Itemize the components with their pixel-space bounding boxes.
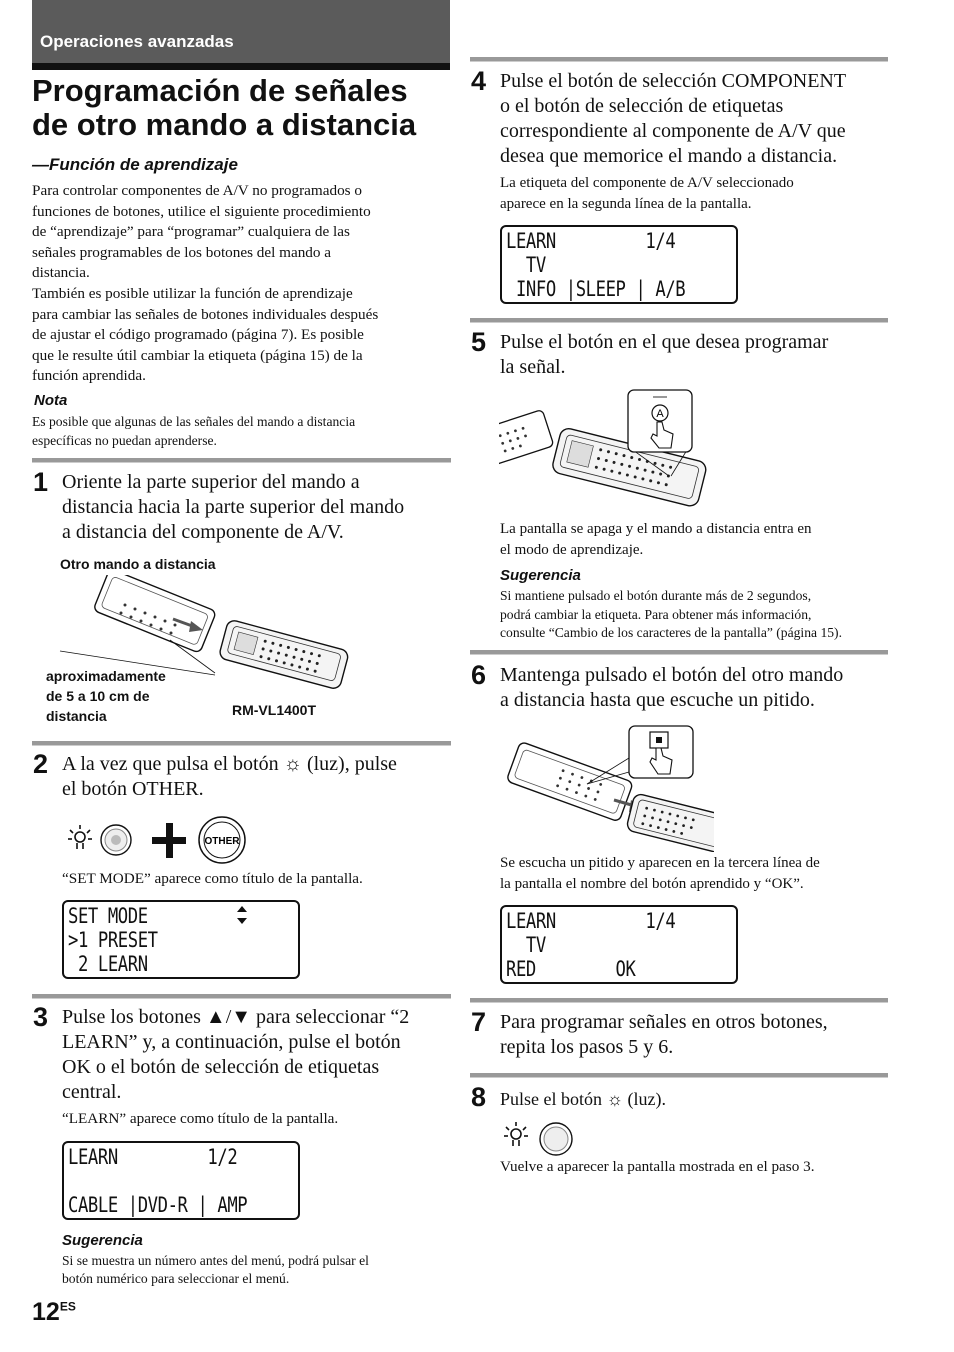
- step-divider: [470, 998, 888, 1002]
- text-line: Es posible que algunas de las señales del mando a distancia: [32, 414, 356, 429]
- text-line: la pantalla el nombre del botón aprendido y “OK”.: [500, 875, 804, 892]
- text-line: distancia: [46, 708, 107, 724]
- text-line: OK o el botón de selección de etiquetas: [62, 1056, 380, 1078]
- text-line: funciones de botones, utilice el siguiente procedimiento: [32, 202, 371, 220]
- step-number: 2: [33, 749, 49, 779]
- step-number: 5: [471, 327, 487, 357]
- text-line: Para programar señales en otros botones,: [500, 1011, 828, 1033]
- lcd-screen-learn-2: [500, 225, 738, 304]
- text-line: Oriente la parte superior del mando a: [62, 471, 360, 493]
- page-title: Programación de señales de otro mando a distancia: [32, 73, 417, 142]
- text-line: distancia.: [32, 264, 90, 282]
- text-line: Para controlar componentes de A/V no programados o: [32, 182, 362, 199]
- text-line: el botón OTHER.: [62, 778, 204, 800]
- text-line: el modo de aprendizaje.: [500, 541, 644, 558]
- note-text: [32, 412, 452, 450]
- lcd-line: SET MODE: [68, 904, 148, 928]
- page-number: [32, 1298, 76, 1327]
- tip-heading: Sugerencia: [500, 567, 581, 584]
- step-6-text: [500, 663, 892, 713]
- text-line: Pulse los botones ▲/▼ para seleccionar “2: [62, 1006, 410, 1028]
- lcd-line: CABLE |DVD-R | AMP: [68, 1193, 248, 1217]
- step-7-text: [500, 1010, 892, 1060]
- lcd-line: LEARN 1/4: [506, 229, 676, 253]
- lcd-line: INFO |SLEEP | A/B: [506, 277, 686, 301]
- lcd-line: >1 PRESET: [68, 928, 158, 952]
- distance-caption: [46, 666, 166, 726]
- text-line: Pulse el botón ☼ (luz).: [500, 1089, 666, 1109]
- text-line: aparece en la segunda línea de la pantalla.: [500, 195, 752, 212]
- lcd-line: LEARN 1/2: [68, 1145, 238, 1169]
- step-4-text: [500, 69, 892, 169]
- lcd-line: LEARN 1/4: [506, 909, 676, 933]
- step-divider: [32, 458, 451, 462]
- lcd-screen-set-mode: [62, 900, 300, 979]
- tip-heading: Sugerencia: [62, 1232, 143, 1249]
- text-line: Se escucha un pitido y aparecen en la tercera línea de: [500, 855, 820, 871]
- text-line: La pantalla se apaga y el mando a distancia entra en: [500, 521, 812, 537]
- text-line: señales programables de los botones del mando a: [32, 243, 332, 261]
- tip-text: [500, 587, 895, 643]
- lcd-line: 2 LEARN: [68, 952, 148, 976]
- step-divider: [32, 741, 451, 745]
- button-a-label: A: [656, 408, 664, 420]
- text-line: Si mantiene pulsado el botón durante más de 2 segundos,: [500, 588, 812, 603]
- text-line: función aprendida.: [32, 367, 146, 385]
- lcd-screen-learn-1: [62, 1141, 300, 1220]
- step-number: 1: [33, 467, 49, 497]
- text-line: a distancia del componente de A/V.: [62, 521, 344, 543]
- step-3-text: [62, 1005, 454, 1105]
- text-line: A la vez que pulsa el botón ☼ (luz), pulse: [62, 753, 397, 775]
- step-1-text: [62, 470, 454, 545]
- text-line: de ajustar el código programado (página 7). Es posible: [32, 326, 364, 344]
- text-line: de 5 a 10 cm de: [46, 688, 150, 704]
- section-header: Operaciones avanzadas: [40, 32, 234, 51]
- light-icon: [504, 1122, 528, 1146]
- lcd-line: TV: [506, 253, 546, 277]
- text-line: la señal.: [500, 356, 566, 378]
- intro-paragraph-2: [32, 284, 452, 387]
- text-line: También es posible utilizar la función de aprendizaje: [32, 285, 353, 302]
- text-line: LEARN” y, a continuación, pulse el botón: [62, 1031, 401, 1053]
- step-number: 4: [471, 66, 487, 96]
- step-number: 3: [33, 1002, 49, 1032]
- page-number-value: 12: [32, 1298, 60, 1326]
- step-2-note: “SET MODE” aparece como título de la pantalla.: [62, 870, 363, 887]
- step-6-note: [500, 853, 890, 894]
- step-divider: [470, 318, 888, 322]
- step-divider: [470, 57, 888, 61]
- step-3-note: “LEARN” aparece como título de la pantalla.: [62, 1110, 339, 1127]
- step-8-text: [500, 1087, 892, 1112]
- lcd-line: TV: [506, 933, 546, 957]
- model-caption: RM-VL1400T: [232, 702, 317, 718]
- light-icon: [68, 825, 92, 849]
- step-2-text: [62, 752, 454, 802]
- text-line: específicas no puedan aprenderse.: [32, 433, 217, 448]
- other-button-label: OTHER: [204, 836, 240, 847]
- text-line: central.: [62, 1081, 122, 1103]
- press-button-illustration: [499, 388, 714, 513]
- text-line: Pulse el botón de selección COMPONENT: [500, 70, 847, 92]
- step-number: 6: [471, 660, 487, 690]
- light-button-illustration: [500, 1118, 580, 1160]
- step-8-note: Vuelve a aparecer la pantalla mostrada en el paso 3.: [500, 1158, 815, 1175]
- text-line: consulte “Cambio de los caracteres de la pantalla” (página 15).: [500, 625, 842, 640]
- light-plus-other-illustration: [62, 813, 252, 869]
- lcd-line: RED OK: [506, 957, 636, 981]
- step-4-note: [500, 173, 890, 214]
- step-number: 8: [471, 1082, 487, 1112]
- text-line: o el botón de selección de etiquetas: [500, 95, 784, 117]
- step-5-text: [500, 330, 892, 380]
- page-subtitle: —Función de aprendizaje: [32, 155, 238, 174]
- text-line: distancia hacia la parte superior del mando: [62, 496, 405, 518]
- step-divider: [470, 1073, 888, 1077]
- step-5-note: [500, 519, 890, 560]
- step-number: 7: [471, 1007, 487, 1037]
- up-down-icon: [236, 905, 248, 925]
- step-divider: [470, 650, 888, 654]
- page-number-suffix: ES: [59, 1299, 76, 1314]
- text-line: aproximadamente: [46, 668, 166, 684]
- text-line: repita los pasos 5 y 6.: [500, 1036, 674, 1058]
- text-line: correspondiente al componente de A/V que: [500, 120, 846, 142]
- hold-button-illustration: [499, 722, 714, 852]
- lcd-screen-learn-3: [500, 905, 738, 984]
- step-divider: [32, 994, 451, 998]
- text-line: Si se muestra un número antes del menú, podrá pulsar el: [62, 1253, 369, 1268]
- text-line: para cambiar las señales de botones individuales después: [32, 305, 379, 323]
- note-heading: Nota: [34, 392, 68, 409]
- figure-caption: Otro mando a distancia: [60, 556, 216, 572]
- text-line: a distancia hasta que escuche un pitido.: [500, 689, 815, 711]
- text-line: desea que memorice el mando a distancia.: [500, 145, 838, 167]
- text-line: botón numérico para seleccionar el menú.: [62, 1271, 290, 1286]
- text-line: que le resulte útil cambiar la etiqueta (página 15) de la: [32, 346, 363, 364]
- text-line: de “aprendizaje” para “programar” cualquiera de las: [32, 223, 350, 241]
- text-line: podrá cambiar la etiqueta. Para obtener más información,: [500, 606, 812, 622]
- text-line: Mantenga pulsado el botón del otro mando: [500, 664, 844, 686]
- text-line: Pulse el botón en el que desea programar: [500, 331, 829, 353]
- intro-paragraph-1: [32, 181, 452, 284]
- text-line: La etiqueta del componente de A/V seleccionado: [500, 175, 794, 191]
- tip-text: [62, 1252, 452, 1288]
